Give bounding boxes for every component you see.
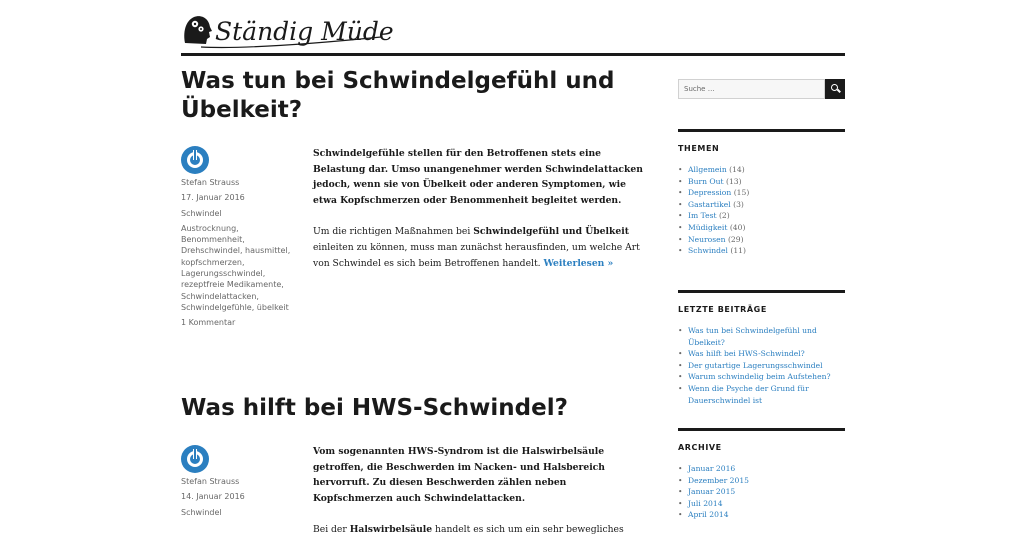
post-tags[interactable]: Austrocknung, Benommenheit, Drehschwindel, hausmittel, kopfschmerzen, Lagerungsschwindel, rezeptfreie Medikamente, Schwindelattacken, Schwindelgefühle, übelkeit (181, 223, 291, 312)
recent-post-link[interactable]: Wenn die Psyche der Grund für Dauerschwindel ist (688, 383, 809, 405)
post-meta (181, 177, 291, 333)
archive-link[interactable]: Juli 2014 (688, 498, 723, 508)
comments-link[interactable]: 1 Kommentar (181, 318, 236, 328)
category-link[interactable]: Burn Out (688, 176, 724, 186)
recent-post-link[interactable]: Was hilft bei HWS-Schwindel? (688, 349, 805, 359)
category-item: • Im Test (2) (678, 210, 845, 222)
post-excerpt (313, 146, 643, 287)
search-button[interactable] (825, 79, 845, 99)
post-title[interactable]: Was tun bei Schwindelgefühl und Übelkeit? (181, 68, 615, 123)
category-item: • Depression (15) (678, 187, 845, 199)
post-paragraph: Bei der Halswirbelsäule handelt es sich um ein sehr bewegliches (313, 524, 624, 536)
post-date[interactable]: 17. Januar 2016 (181, 193, 245, 203)
category-item: • Burn Out (13) (678, 176, 845, 188)
post-paragraph: Um die richtigen Maßnahmen bei Schwindelgefühl und Übelkeit einleiten zu können, muss man zunächst herausfinden, um welche Art von Schwindel es sich beim Betroffenen handelt. Weiterlesen » (313, 226, 640, 269)
post-intro: Vom sogenannten HWS-Syndrom ist die Halswirbelsäule getroffen, die Beschwerden im Nacken- und Halsbereich hervorruft. Zu diesen Beschwerden zählen neben Kopfschmerzen auch Schwindelattacken. (313, 446, 605, 504)
recent-post-link[interactable]: Der gutartige Lagerungsschwindel (688, 360, 823, 370)
recent-post-item (678, 371, 845, 383)
category-link[interactable]: Gastartikel (688, 199, 731, 209)
search-form (678, 79, 845, 99)
archive-item (678, 463, 845, 475)
archive-widget (678, 428, 845, 521)
read-more-link[interactable]: Weiterlesen » (543, 257, 614, 269)
archive-item (678, 498, 845, 510)
category-link[interactable]: Müdigkeit (688, 222, 728, 232)
archive-item (678, 475, 845, 487)
author-avatar[interactable] (181, 146, 209, 174)
widget-title: THEMEN (678, 144, 720, 153)
category-item: • Neurosen (29) (678, 234, 845, 246)
post-title[interactable]: Was hilft bei HWS-Schwindel? (181, 395, 568, 421)
archive-link[interactable]: Januar 2016 (688, 464, 736, 473)
post-meta (181, 476, 291, 522)
recent-post-item (678, 325, 845, 348)
category-item: • Gastartikel (3) (678, 199, 845, 211)
logo-image (181, 7, 401, 53)
archive-link[interactable]: Januar 2015 (688, 487, 736, 497)
post-category[interactable]: Schwindel (181, 208, 222, 218)
recent-post-link[interactable]: Warum schwindelig beim Aufstehen? (688, 372, 831, 382)
widget-divider (678, 428, 845, 431)
post-intro: Schwindelgefühle stellen für den Betroffenen stets eine Belastung dar. Umso unangenehmer werden Schwindelattacken jedoch, wenn sie von Übelkeit oder anderen Symptomen, wie etwa Kopfschmerzen oder Benommenheit begleitet werden. (313, 148, 643, 206)
archive-item (678, 509, 845, 521)
recent-post-link[interactable]: Was tun bei Schwindelgefühl und Übelkeit? (688, 326, 817, 347)
archive-item (678, 486, 845, 498)
category-link[interactable]: Neurosen (688, 234, 726, 244)
category-link[interactable]: Allgemein (688, 165, 727, 174)
site-logo[interactable] (181, 7, 401, 53)
categories-widget (678, 129, 845, 257)
widget-title: ARCHIVE (678, 443, 722, 452)
search-input[interactable] (678, 79, 825, 99)
recent-post-item (678, 360, 845, 372)
header-divider (181, 53, 845, 56)
recent-post-item (678, 383, 845, 406)
logo-wordmark: Ständig Müde (215, 17, 394, 46)
widget-divider (678, 290, 845, 293)
widget-title: LETZTE BEITRÄGE (678, 305, 767, 314)
category-item: • Schwindel (11) (678, 245, 845, 257)
widget-divider (678, 129, 845, 132)
author-link[interactable]: Stefan Strauss (181, 477, 240, 486)
post-excerpt (313, 444, 643, 554)
recent-posts-widget (678, 290, 845, 406)
category-item: • Müdigkeit (40) (678, 222, 845, 234)
search-placeholder: Suche … (684, 85, 715, 93)
archive-link[interactable]: April 2014 (688, 510, 729, 520)
recent-post-item (678, 348, 845, 360)
category-link[interactable]: Schwindel (688, 246, 728, 256)
category-item: • Allgemein (14) (678, 164, 845, 176)
post-date[interactable]: 14. Januar 2016 (181, 492, 245, 502)
post-category[interactable]: Schwindel (181, 507, 222, 517)
author-avatar[interactable] (181, 445, 209, 473)
category-link[interactable]: Depression (688, 188, 732, 198)
archive-link[interactable]: Dezember 2015 (688, 475, 750, 485)
category-link[interactable]: Im Test (688, 211, 717, 221)
author-link[interactable]: Stefan Strauss (181, 178, 240, 187)
